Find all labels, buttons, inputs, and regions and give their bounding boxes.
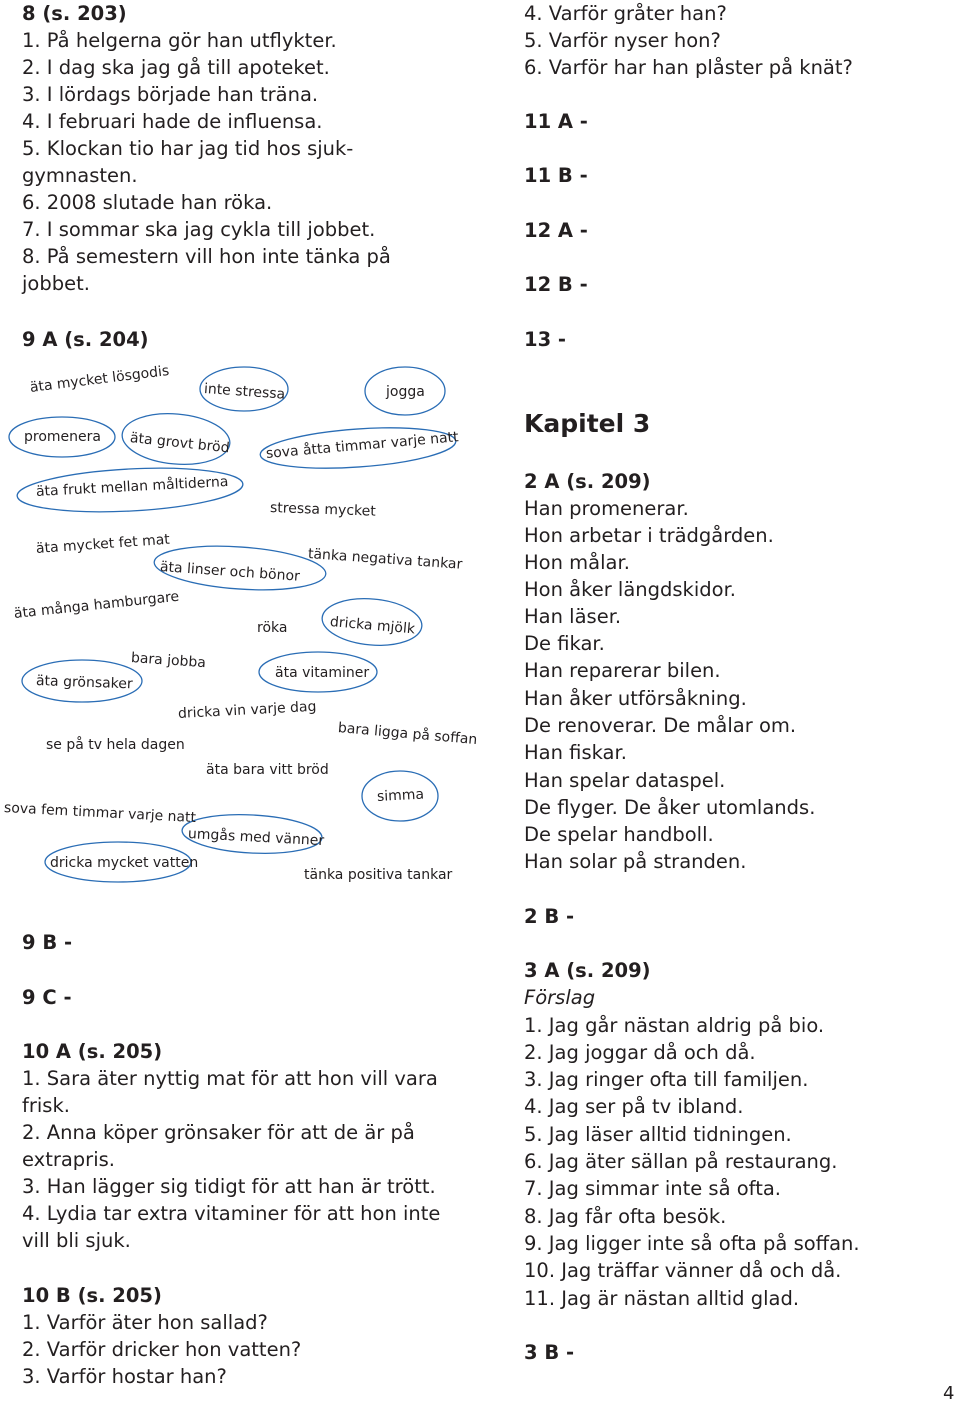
ex9b-heading: 9 B - [22,931,73,954]
word-ata-grovt-brod: äta grovt bröd [129,430,231,457]
word-simma: simma [376,786,425,805]
word-promenera: promenera [24,429,101,445]
ex3a-line: 8. Jag får ofta besök. [524,1205,727,1228]
ex8-line: 4. I februari hade de influensa. [22,110,323,133]
word-ata-bara-vitt-brod: äta bara vitt bröd [206,762,329,778]
ex3a-line: 7. Jag simmar inte så ofta. [524,1177,781,1200]
ex2a-line: Hon arbetar i trädgården. [524,524,774,547]
word-cloud-diagram [0,360,480,890]
ex3a-line: 6. Jag äter sällan på restaurang. [524,1150,838,1173]
ex9c-heading: 9 C - [22,986,72,1009]
word-bara-ligga-soffan: bara ligga på soffan [337,720,478,749]
page-number: 4 [943,1383,955,1404]
ex3a-heading: 3 A (s. 209) [524,959,651,982]
ex2a-line: De renoverar. De målar om. [524,714,797,737]
ex8-line: 5. Klockan tio har jag tid hos sjuk- [22,137,354,160]
ex13-heading: 13 - [524,328,567,351]
ex2a-line: Han fiskar. [524,741,627,764]
ex2a-line: Han solar på stranden. [524,850,747,873]
ex10a-line: extrapris. [22,1148,115,1171]
ex3a-line: 2. Jag joggar då och då. [524,1041,756,1064]
ex3a-line: 10. Jag träffar vänner då och då. [524,1259,842,1282]
ex8-line: 1. På helgerna gör han utflykter. [22,29,337,52]
ex12b-heading: 12 B - [524,273,588,296]
word-bara-jobba: bara jobba [130,650,207,672]
ex8-line: 3. I lördags började han träna. [22,83,319,106]
ex10a-line: vill bli sjuk. [22,1229,131,1252]
word-stressa-mycket: stressa mycket [269,500,377,520]
word-ata-frukt: äta frukt mellan måltiderna [35,473,229,500]
ex10b-line: 3. Varför hostar han? [22,1365,227,1388]
word-ata-manga-hamburgare: äta många hamburgare [13,588,180,622]
ex8-line: 6. 2008 slutade han röka. [22,191,273,214]
word-umgas-med-vanner: umgås med vänner [187,826,325,850]
word-ata-gronsaker: äta grönsaker [35,673,133,693]
ex3a-line: 4. Jag ser på tv ibland. [524,1095,744,1118]
ex11a-heading: 11 A - [524,110,588,133]
word-ata-linser: äta linser och bönor [159,559,301,585]
ex10a-line: 1. Sara äter nyttig mat för att hon vill vara [22,1067,438,1090]
word-ata-mycket-losgodis: äta mycket lösgodis [29,362,171,396]
ex2a-line: De fikar. [524,632,605,655]
word-dricka-vin: dricka vin varje dag [177,698,317,722]
word-jogga: jogga [386,384,425,400]
ex2b-heading: 2 B - [524,905,575,928]
word-sova-atta-timmar: sova åtta timmar varje natt [265,429,460,462]
word-tanka-negativa: tänka negativa tankar [307,546,463,573]
ex8-line: 2. I dag ska jag gå till apoteket. [22,56,330,79]
word-dricka-mjolk: dricka mjölk [329,614,416,638]
ex3a-line: 1. Jag går nästan aldrig på bio. [524,1014,825,1037]
ex11b-heading: 11 B - [524,164,588,187]
ex10b-line: 2. Varför dricker hon vatten? [22,1338,302,1361]
ex2a-line: Han spelar dataspel. [524,769,726,792]
ex9a-heading: 9 A (s. 204) [22,328,149,351]
word-inte-stressa: inte stressa [203,381,286,403]
word-ata-mycket-fet-mat: äta mycket fet mat [35,531,171,557]
ex3a-line: 11. Jag är nästan alltid glad. [524,1287,800,1310]
ex3a-subtitle: Förslag [524,986,596,1009]
ex2a-line: Han promenerar. [524,497,689,520]
ex8-line: jobbet. [22,272,90,295]
ex2a-line: Han åker utförsåkning. [524,687,747,710]
ex8-line: gymnasten. [22,164,138,187]
ex3a-line: 3. Jag ringer ofta till familjen. [524,1068,809,1091]
ex10a-heading: 10 A (s. 205) [22,1040,163,1063]
word-se-pa-tv: se på tv hela dagen [46,737,185,753]
ex10b-line: 1. Varför äter hon sallad? [22,1311,268,1334]
ex8-line: 7. I sommar ska jag cykla till jobbet. [22,218,376,241]
ex8-heading: 8 (s. 203) [22,2,127,25]
ex10a-line: 3. Han lägger sig tidigt för att han är trött. [22,1175,436,1198]
ex2a-line: De flyger. De åker utomlands. [524,796,816,819]
ex2a-line: Han läser. [524,605,622,628]
ex8-line: 8. På semestern vill hon inte tänka på [22,245,391,268]
ex2a-heading: 2 A (s. 209) [524,470,651,493]
ex10b-heading: 10 B (s. 205) [22,1284,162,1307]
ex10b-cont-line: 6. Varför har han plåster på knät? [524,56,853,79]
word-roka: röka [257,620,288,636]
ex10b-cont-line: 4. Varför gråter han? [524,2,727,25]
ex10a-line: 4. Lydia tar extra vitaminer för att hon inte [22,1202,441,1225]
word-tanka-positiva: tänka positiva tankar [304,867,453,883]
ex3a-line: 5. Jag läser alltid tidningen. [524,1123,792,1146]
ex2a-line: Han reparerar bilen. [524,659,721,682]
ex2a-line: De spelar handboll. [524,823,714,846]
ex2a-line: Hon målar. [524,551,630,574]
word-ata-vitaminer: äta vitaminer [275,665,370,681]
word-dricka-mycket-vatten: dricka mycket vatten [50,855,199,871]
word-sova-fem-timmar: sova fem timmar varje natt [3,800,197,827]
ex10a-line: 2. Anna köper grönsaker för att de är på [22,1121,415,1144]
chapter-title: Kapitel 3 [524,409,651,438]
ex3a-line: 9. Jag ligger inte så ofta på soffan. [524,1232,860,1255]
ex10b-cont-line: 5. Varför nyser hon? [524,29,721,52]
ex10a-line: frisk. [22,1094,70,1117]
ex12a-heading: 12 A - [524,219,588,242]
ex2a-line: Hon åker längdskidor. [524,578,736,601]
ex3b-heading: 3 B - [524,1341,575,1364]
